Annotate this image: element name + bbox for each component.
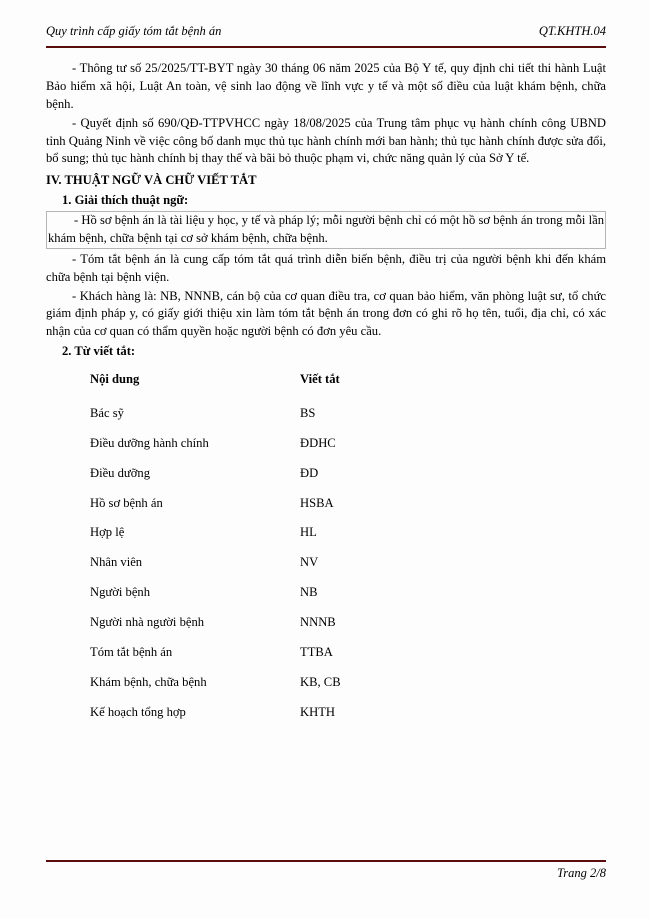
table-row (90, 518, 510, 548)
cell-term: Hợp lệ (90, 525, 125, 540)
page-number: Trang 2/8 (557, 866, 606, 880)
cell-abbr: BS (300, 405, 316, 420)
footer-divider (46, 860, 606, 862)
cell-term: Điều dưỡng hành chính (90, 435, 209, 450)
paragraph-circular: - Thông tư số 25/2025/TT-BYT ngày 30 tháng 06 năm 2025 của Bộ Y tế, quy định chi tiết thi hành Luật Bảo hiểm xã hội, Luật An toàn, vệ sinh lao động về lĩnh vực y tế và một số điều của luật khám bệnh, chữa bệnh. (46, 61, 606, 111)
cell-abbr: ĐD (300, 465, 319, 480)
header-title-left: Quy trình cấp giấy tóm tắt bệnh án (46, 24, 222, 38)
cell-abbr: TTBA (300, 644, 333, 659)
table-row (90, 489, 510, 519)
cell-term: Người bệnh (90, 585, 151, 600)
column-header-term: Nội dung (90, 372, 140, 386)
document-body (46, 60, 606, 728)
paragraph-decision: - Quyết định số 690/QĐ-TTPVHCC ngày 18/08/2025 của Trung tâm phục vụ hành chính công UBND tỉnh Quảng Ninh về việc công bố danh mục thủ tục hành chính mới ban hành; thủ tục hành chính được sửa đổi, bổ sung; thủ tục hành chính bị thay thế và bãi bỏ thuộc phạm vi, chức năng quản lý của Sở Y tế. (46, 115, 606, 166)
table-row (90, 668, 510, 698)
subsection-heading-1: 1. Giải thích thuật ngữ: (62, 193, 189, 208)
paragraph-customer-definition: - Khách hàng là: NB, NNNB, cán bộ của cơ quan điều tra, cơ quan bảo hiểm, văn phòng luật sư, tổ chức giám định pháp y, có giấy giới thiệu xin làm tóm tắt bệnh án trong đơn có ghi rõ họ tên, tuổi, địa chỉ, có xác nhận của cơ quan có thẩm quyền hoặc người bệnh có đơn yêu cầu. (46, 288, 606, 339)
paragraph-summary-definition: - Tóm tắt bệnh án là cung cấp tóm tắt quá trình diễn biến bệnh, điều trị của người bệnh khi đến khám chữa bệnh tại bệnh viện. (46, 251, 606, 284)
cell-abbr: ĐDHC (300, 435, 336, 450)
table-row (90, 548, 510, 578)
table-row (90, 399, 510, 429)
page-footer (46, 866, 606, 881)
cell-term: Kế hoạch tổng hợp (90, 704, 186, 719)
cell-abbr: HL (300, 525, 317, 540)
table-header-row (90, 369, 510, 399)
abbreviation-table (90, 369, 510, 728)
cell-abbr: NNNB (300, 615, 336, 629)
section-heading-iv: IV. THUẬT NGỮ VÀ CHỮ VIẾT TẮT (46, 173, 257, 188)
cell-term: Người nhà người bệnh (90, 615, 205, 629)
cell-term: Khám bệnh, chữa bệnh (90, 674, 207, 689)
table-row (90, 698, 510, 728)
cell-term: Nhân viên (90, 555, 143, 570)
subsection-heading-2: 2. Từ viết tắt: (62, 344, 136, 359)
header-divider (46, 46, 606, 48)
table-row (90, 429, 510, 459)
cell-term: Tóm tắt bệnh án (90, 644, 173, 659)
cell-term: Hồ sơ bệnh án (90, 495, 163, 510)
table-row (90, 578, 510, 608)
table-row (90, 459, 510, 489)
cell-abbr: NV (300, 555, 319, 570)
cell-term: Điều dưỡng (90, 465, 151, 480)
header-doc-code: QT.KHTH.04 (538, 24, 606, 38)
paragraph-medical-record-definition: - Hồ sơ bệnh án là tài liệu y học, y tế và pháp lý; mỗi người bệnh chỉ có một hồ sơ bệnh án trong mỗi lần khám bệnh, chữa bệnh tại cơ sở khám bệnh, chữa bệnh. (46, 211, 606, 249)
table-row (90, 638, 510, 668)
cell-abbr: NB (300, 585, 318, 600)
cell-abbr: KB, CB (300, 674, 341, 689)
table-row (90, 608, 510, 638)
cell-abbr: HSBA (300, 495, 334, 510)
cell-abbr: KHTH (300, 704, 335, 719)
column-header-abbr: Viết tắt (300, 372, 340, 386)
cell-term: Bác sỹ (90, 405, 124, 420)
page-header (46, 24, 606, 39)
